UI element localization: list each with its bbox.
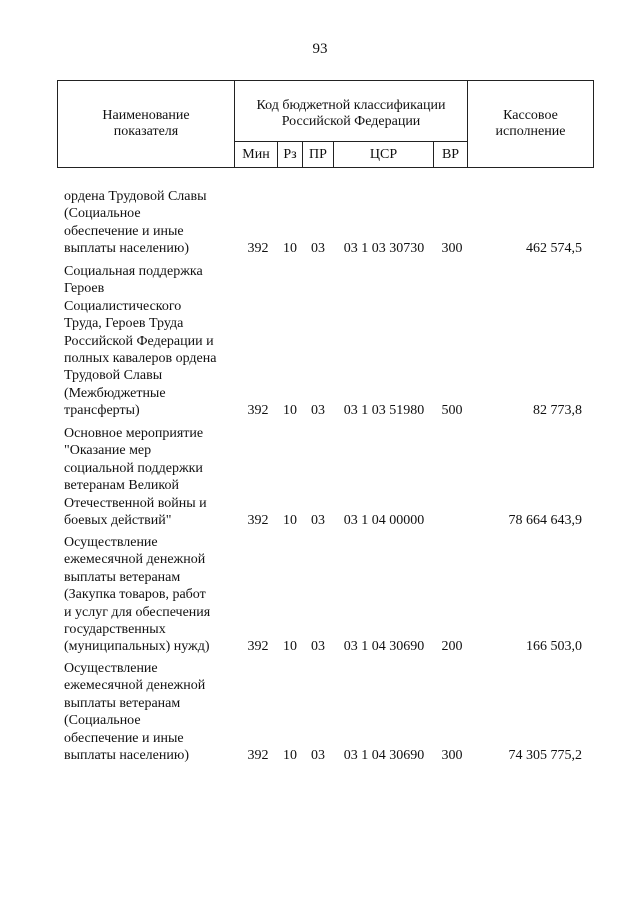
header-csr: ЦСР [369, 146, 398, 162]
cell-rz: 10 [283, 241, 297, 256]
cell-amount: 74 305 775,2 [508, 748, 582, 763]
cell-pr: 03 [311, 639, 325, 654]
cell-min: 392 [247, 639, 269, 654]
row-name: Основное мероприятие "Оказание мер социальной поддержки ветеранам Великой Отечественной войны и боевых действий" [64, 426, 207, 529]
cell-rz: 10 [283, 403, 297, 418]
cell-csr: 03 1 03 30730 [343, 241, 425, 256]
cell-pr: 03 [311, 241, 325, 256]
cell-pr: 03 [311, 513, 325, 528]
header-name: Наименование показателя [102, 108, 190, 139]
row-name: Осуществление ежемесячной денежной выплаты ветеранам (Закупка товаров, работ и услуг для обеспечения государственных (муниципальных) нужд) [64, 535, 211, 655]
cell-rz: 10 [283, 513, 297, 528]
cell-vr: 200 [441, 639, 463, 654]
cell-amount: 166 503,0 [526, 639, 582, 654]
table-row [0, 660, 640, 765]
table-row [0, 534, 640, 656]
row-name: ордена Трудовой Славы (Социальное обеспечение и иные выплаты населению) [64, 189, 207, 257]
row-name: Социальная поддержка Героев Социалистического Труда, Героев Труда Российской Федерации и полных кавалеров ордена Трудовой Славы (Межбюджетные трансферты) [64, 264, 217, 419]
cell-pr: 03 [311, 748, 325, 763]
cell-csr: 03 1 04 00000 [343, 513, 425, 528]
cell-csr: 03 1 04 30690 [343, 748, 425, 763]
header-code-group: Код бюджетной классификации Российской Федерации [256, 98, 446, 129]
cell-vr: 300 [441, 241, 463, 256]
table-row [0, 263, 640, 421]
cell-amount: 462 574,5 [526, 241, 582, 256]
cell-pr: 03 [311, 403, 325, 418]
header-min: Мин [242, 146, 270, 162]
cell-csr: 03 1 03 51980 [343, 403, 425, 418]
table-row [0, 425, 640, 530]
cell-vr: 300 [441, 748, 463, 763]
table-row [0, 188, 640, 258]
page-number: 93 [312, 41, 328, 57]
header-rz: Рз [283, 146, 297, 162]
row-name: Осуществление ежемесячной денежной выплаты ветеранам (Социальное обеспечение и иные выплаты населению) [64, 661, 206, 764]
cell-csr: 03 1 04 30690 [343, 639, 425, 654]
header-vr: ВР [441, 146, 460, 162]
cell-min: 392 [247, 403, 269, 418]
header-exec: Кассовое исполнение [495, 108, 566, 139]
cell-amount: 82 773,8 [533, 403, 582, 418]
cell-rz: 10 [283, 639, 297, 654]
cell-min: 392 [247, 748, 269, 763]
cell-rz: 10 [283, 748, 297, 763]
header-pr: ПР [309, 146, 327, 162]
cell-min: 392 [247, 513, 269, 528]
cell-vr: 500 [441, 403, 463, 418]
cell-amount: 78 664 643,9 [508, 513, 582, 528]
table-header [57, 80, 594, 168]
cell-min: 392 [247, 241, 269, 256]
